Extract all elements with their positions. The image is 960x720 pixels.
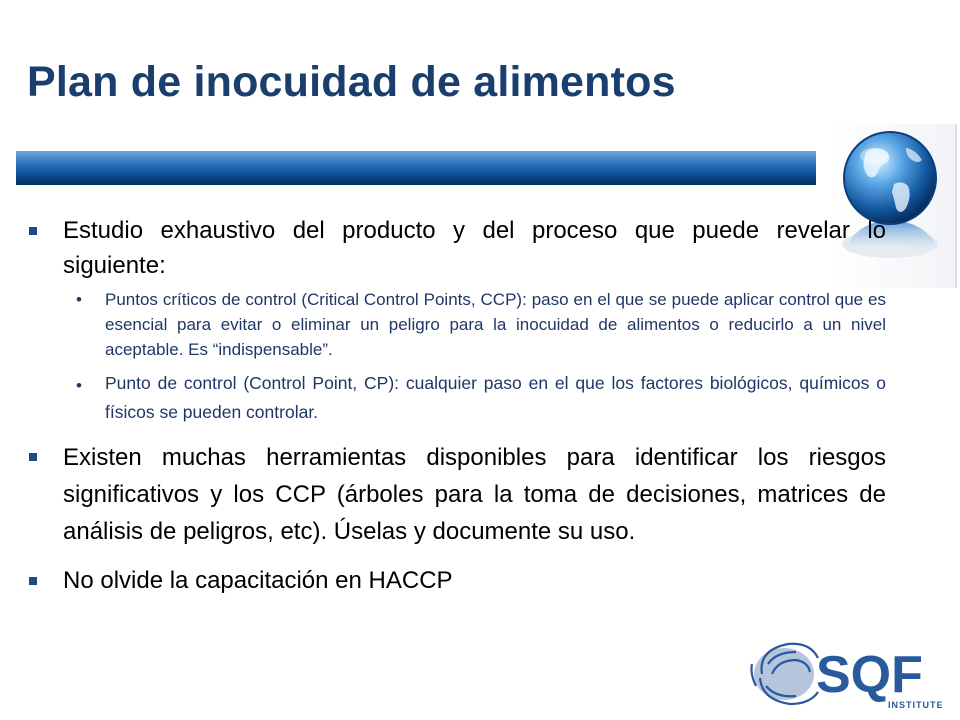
dot-bullet-icon: •	[76, 376, 82, 395]
bullet-text: Existen muchas herramientas disponibles para identificar los riesgos significativos y los CCP (árboles para la toma de decisiones, matrices de análisis de peligros, etc). Úselas y documente su uso.	[63, 444, 886, 545]
sub-bullet-text: Puntos críticos de control (Critical Control Points, CCP): paso en el que se puede aplicar control que es esencial para evitar o eliminar un peligro para la inocuidad de alimentos o reducirlo a un nivel aceptable. Es “indispensable”.	[105, 290, 886, 359]
slide-title: Plan de inocuidad de alimentos	[27, 58, 676, 106]
spacer	[26, 427, 886, 439]
square-bullet-icon	[29, 227, 37, 235]
logo-wordmark: SQF	[816, 646, 923, 704]
sqf-logo	[748, 634, 948, 714]
square-bullet-icon	[29, 577, 37, 585]
bullet-level2	[26, 287, 886, 362]
bullet-level1	[26, 439, 886, 550]
square-bullet-icon	[29, 453, 37, 461]
logo-tagline: INSTITUTE	[888, 700, 944, 710]
dot-bullet-icon: •	[76, 290, 82, 309]
bullet-level2	[26, 369, 886, 427]
slide-content	[26, 213, 886, 598]
title-rule-bar	[16, 151, 816, 185]
bullet-level1	[26, 563, 886, 598]
bullet-text: Estudio exhaustivo del producto y del proceso que puede revelar lo siguiente:	[63, 217, 886, 279]
sub-bullet-text: Punto de control (Control Point, CP): cualquier paso en el que los factores biológicos, químicos o físicos se pueden controlar.	[105, 373, 886, 422]
bullet-level1	[26, 213, 886, 283]
bullet-text: No olvide la capacitación en HACCP	[63, 567, 453, 594]
